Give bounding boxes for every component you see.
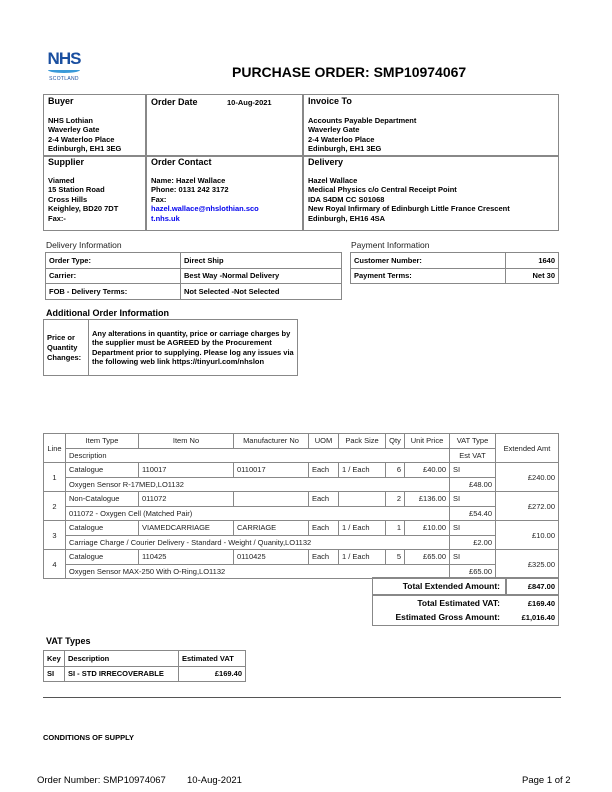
item-est-vat: £48.00 bbox=[450, 477, 496, 492]
item-vat-type: SI bbox=[450, 492, 496, 507]
header-item-no: Item No bbox=[139, 434, 234, 449]
header-manufacturer-no: Manufacturer No bbox=[234, 434, 309, 449]
order-date-value: 10-Aug-2021 bbox=[227, 98, 272, 107]
value: 1640 bbox=[506, 253, 559, 269]
delivery-info-table bbox=[45, 252, 342, 300]
footer-page-number: Page 1 of 2 bbox=[522, 775, 571, 786]
contact-line: Phone: 0131 242 3172 bbox=[151, 185, 229, 194]
value: Best Way -Normal Delivery bbox=[181, 268, 342, 284]
header-description: Description bbox=[66, 448, 450, 463]
contact-line: Name: Hazel Wallace bbox=[151, 175, 226, 185]
item-est-vat: £54.40 bbox=[450, 506, 496, 521]
vat-types-table bbox=[43, 650, 246, 682]
table-row bbox=[44, 320, 298, 376]
additional-info-table bbox=[43, 319, 298, 376]
header-description: Description bbox=[65, 651, 179, 667]
table-row bbox=[46, 284, 342, 300]
label: Order Type: bbox=[46, 253, 181, 269]
item-est-vat: £65.00 bbox=[450, 564, 496, 579]
item-qty: 2 bbox=[386, 492, 405, 507]
header-pack-size: Pack Size bbox=[339, 434, 386, 449]
invoice-line: 2-4 Waterloo Place bbox=[308, 134, 375, 144]
header-line: Line bbox=[44, 434, 66, 463]
item-qty: 5 bbox=[386, 550, 405, 565]
value: Any alterations in quantity, price or carriage charges by the supplier must be AGREED by the Procurement Department prior to supplying. Please log any issues via the following web link https://tinyurl.com/nhslon bbox=[89, 320, 298, 376]
order-date-section bbox=[147, 96, 302, 110]
gross-amount-label: Estimated Gross Amount: bbox=[395, 612, 500, 622]
value: Not Selected -Not Selected bbox=[181, 284, 342, 300]
item-uom: Each bbox=[309, 521, 339, 536]
buyer-line: Edinburgh, EH1 3EG bbox=[48, 144, 122, 153]
address-box bbox=[43, 94, 559, 231]
item-extended: £325.00 bbox=[496, 550, 559, 579]
value: Net 30 bbox=[506, 268, 559, 284]
item-qty: 6 bbox=[386, 463, 405, 478]
nhs-scotland-logo bbox=[44, 50, 84, 82]
supplier-line: Fax:- bbox=[48, 213, 66, 223]
buyer-section bbox=[44, 95, 145, 156]
table-row bbox=[44, 666, 246, 682]
supplier-line: 15 Station Road bbox=[48, 185, 105, 194]
item-vat-type: SI bbox=[450, 463, 496, 478]
item-manufacturer-no bbox=[234, 492, 309, 507]
item-description: Oxygen Sensor MAX-250 With O-Ring,LO1132 bbox=[66, 564, 450, 579]
item-description-row bbox=[44, 535, 559, 550]
item-manufacturer-no: 0110017 bbox=[234, 463, 309, 478]
header-estimated-vat: Estimated VAT bbox=[179, 651, 246, 667]
label: Carrier: bbox=[46, 268, 181, 284]
item-description-row bbox=[44, 506, 559, 521]
footer-date: 10-Aug-2021 bbox=[187, 775, 242, 786]
logo-subtext: SCOTLAND bbox=[49, 76, 79, 82]
additional-info-heading: Additional Order Information bbox=[46, 308, 169, 318]
header-key: Key bbox=[44, 651, 65, 667]
buyer-line: 2-4 Waterloo Place bbox=[48, 134, 115, 144]
page-title: PURCHASE ORDER: SMP10974067 bbox=[232, 64, 467, 80]
header-unit-price: Unit Price bbox=[405, 434, 450, 449]
vat-description: SI - STD IRRECOVERABLE bbox=[65, 666, 179, 682]
item-pack-size: 1 / Each bbox=[339, 463, 386, 478]
item-qty: 1 bbox=[386, 521, 405, 536]
value: Direct Ship bbox=[181, 253, 342, 269]
item-uom: Each bbox=[309, 492, 339, 507]
divider bbox=[43, 697, 561, 698]
delivery-line: New Royal Infirmary of Edinburgh Little France Crescent bbox=[308, 204, 510, 213]
header-row bbox=[44, 448, 559, 463]
item-description: Oxygen Sensor R-17MED,LO1132 bbox=[66, 477, 450, 492]
table-row bbox=[351, 268, 559, 284]
order-contact-section bbox=[147, 156, 302, 225]
item-line: 3 bbox=[44, 521, 66, 550]
item-unit-price: £65.00 bbox=[405, 550, 450, 565]
item-unit-price: £10.00 bbox=[405, 521, 450, 536]
invoice-to-heading: Invoice To bbox=[308, 96, 352, 106]
delivery-line: Edinburgh, EH16 4SA bbox=[308, 213, 386, 223]
invoice-line: Edinburgh, EH1 3EG bbox=[308, 144, 382, 153]
item-description: 011072 - Oxygen Cell (Matched Pair) bbox=[66, 506, 450, 521]
item-extended: £240.00 bbox=[496, 463, 559, 492]
item-line: 2 bbox=[44, 492, 66, 521]
item-vat-type: SI bbox=[450, 521, 496, 536]
supplier-line: Cross Hills bbox=[48, 194, 88, 204]
header-extended-amt: Extended Amt bbox=[496, 434, 559, 463]
item-description: Carriage Charge / Courier Delivery - Standard - Weight / Quanity,LO1132 bbox=[66, 535, 450, 550]
item-vat-type: SI bbox=[450, 550, 496, 565]
supplier-line: Viamed bbox=[48, 175, 75, 185]
contact-line: Fax: bbox=[151, 194, 167, 204]
item-row bbox=[44, 492, 559, 507]
item-line: 1 bbox=[44, 463, 66, 492]
item-manufacturer-no: 0110425 bbox=[234, 550, 309, 565]
delivery-line: Medical Physics c/o Central Receipt Point bbox=[308, 185, 457, 194]
header-row bbox=[44, 434, 559, 449]
item-row bbox=[44, 463, 559, 478]
item-item-type: Catalogue bbox=[66, 463, 139, 478]
item-item-type: Non-Catalogue bbox=[66, 492, 139, 507]
delivery-section bbox=[304, 156, 559, 225]
supplier-section bbox=[44, 156, 145, 225]
item-pack-size bbox=[339, 492, 386, 507]
order-contact-heading: Order Contact bbox=[151, 157, 212, 167]
header-vat-type: VAT Type bbox=[450, 434, 496, 449]
item-item-no: 011072 bbox=[139, 492, 234, 507]
contact-email-link[interactable]: hazel.wallace@nhslothian.scot.nhs.uk bbox=[151, 204, 259, 223]
total-vat-value: £169.40 bbox=[527, 599, 555, 608]
item-item-no: 110017 bbox=[139, 463, 234, 478]
item-item-type: Catalogue bbox=[66, 550, 139, 565]
label: FOB - Delivery Terms: bbox=[46, 284, 181, 300]
gross-amount-value: £1,016.40 bbox=[521, 613, 555, 622]
item-item-no: 110425 bbox=[139, 550, 234, 565]
payment-info-heading: Payment Information bbox=[351, 240, 430, 250]
item-unit-price: £136.00 bbox=[405, 492, 450, 507]
buyer-heading: Buyer bbox=[48, 96, 74, 106]
item-item-no: VIAMEDCARRIAGE bbox=[139, 521, 234, 536]
total-extended-label: Total Extended Amount: bbox=[402, 581, 500, 591]
vat-amount: £169.40 bbox=[179, 666, 246, 682]
item-est-vat: £2.00 bbox=[450, 535, 496, 550]
item-line: 4 bbox=[44, 550, 66, 579]
total-vat-label: Total Estimated VAT: bbox=[417, 598, 500, 608]
delivery-line: IDA S4DM CC S01068 bbox=[308, 194, 385, 204]
supplier-heading: Supplier bbox=[48, 157, 85, 167]
header-item-type: Item Type bbox=[66, 434, 139, 449]
invoice-line: Waverley Gate bbox=[308, 125, 360, 134]
item-uom: Each bbox=[309, 550, 339, 565]
vat-types-heading: VAT Types bbox=[46, 636, 91, 646]
buyer-line: Waverley Gate bbox=[48, 125, 100, 134]
item-row bbox=[44, 550, 559, 565]
label: Customer Number: bbox=[351, 253, 506, 269]
label: Payment Terms: bbox=[351, 268, 506, 284]
logo-text: NHS bbox=[47, 49, 81, 68]
conditions-heading: CONDITIONS OF SUPPLY bbox=[43, 733, 134, 742]
item-uom: Each bbox=[309, 463, 339, 478]
table-row bbox=[351, 253, 559, 269]
delivery-heading: Delivery bbox=[308, 157, 344, 167]
item-item-type: Catalogue bbox=[66, 521, 139, 536]
delivery-info-heading: Delivery Information bbox=[46, 240, 122, 250]
item-manufacturer-no: CARRIAGE bbox=[234, 521, 309, 536]
totals-box bbox=[372, 577, 559, 626]
supplier-line: Keighley, BD20 7DT bbox=[48, 204, 119, 213]
header-uom: UOM bbox=[309, 434, 339, 449]
header-qty: Qty bbox=[386, 434, 405, 449]
table-row bbox=[46, 268, 342, 284]
order-date-label: Order Date bbox=[151, 97, 198, 107]
footer-order-number: Order Number: SMP10974067 bbox=[37, 775, 166, 786]
table-row bbox=[46, 253, 342, 269]
label: Price or Quantity Changes: bbox=[44, 320, 89, 376]
header-row bbox=[44, 651, 246, 667]
item-pack-size: 1 / Each bbox=[339, 521, 386, 536]
item-unit-price: £40.00 bbox=[405, 463, 450, 478]
vat-key: SI bbox=[44, 666, 65, 682]
delivery-line: Hazel Wallace bbox=[308, 175, 358, 185]
invoice-to-section bbox=[304, 95, 554, 156]
buyer-line: NHS Lothian bbox=[48, 115, 93, 125]
item-pack-size: 1 / Each bbox=[339, 550, 386, 565]
invoice-line: Accounts Payable Department bbox=[308, 115, 417, 125]
item-extended: £10.00 bbox=[496, 521, 559, 550]
item-row bbox=[44, 521, 559, 536]
total-extended-value: £847.00 bbox=[527, 582, 555, 591]
line-items-table bbox=[43, 433, 559, 579]
payment-info-table bbox=[350, 252, 559, 284]
item-extended: £272.00 bbox=[496, 492, 559, 521]
header-est-vat: Est VAT bbox=[450, 448, 496, 463]
item-description-row bbox=[44, 477, 559, 492]
